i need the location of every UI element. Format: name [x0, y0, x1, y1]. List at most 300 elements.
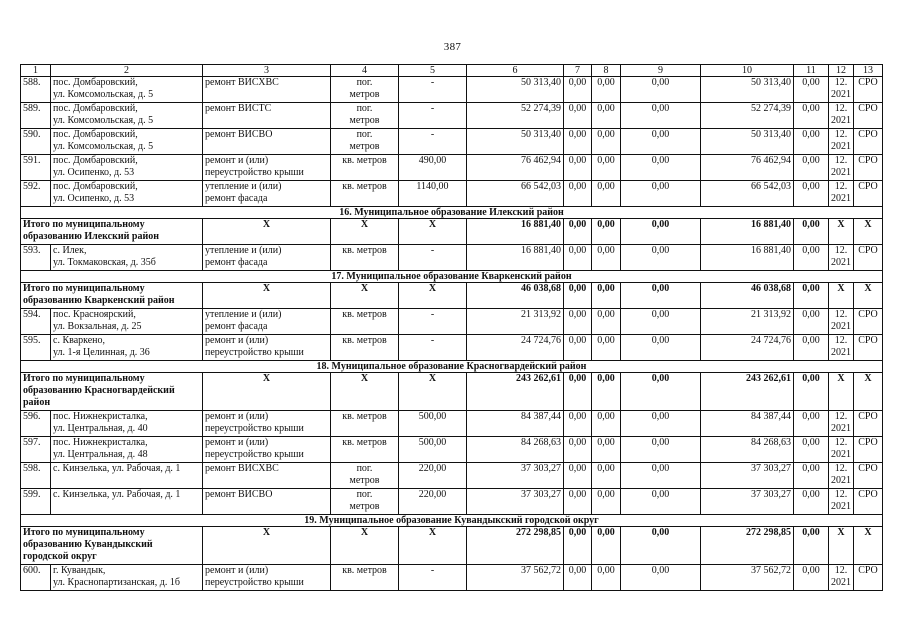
row-number: 590.: [21, 129, 51, 155]
deadline-cell-line: 2021: [831, 321, 851, 332]
unit-cell: Х: [331, 373, 399, 411]
unit-cell: [331, 245, 399, 271]
address-cell-line: с. Кинзелька, ул. Рабочая, д. 1: [53, 489, 181, 500]
address-cell-line: ул. 1-я Целинная, д. 36: [53, 347, 150, 358]
cost-total-cell: 16 881,40: [467, 219, 564, 245]
value-cell: 0,00: [592, 245, 621, 271]
deadline-cell-line: 12.: [834, 411, 848, 422]
cost-total-cell: 50 313,40: [467, 77, 564, 103]
address-cell-line: пос. Домбаровский,: [53, 77, 138, 88]
value-cell: 0,00: [592, 129, 621, 155]
cost-cell: 52 274,39: [701, 103, 794, 129]
table-row: [21, 77, 883, 103]
value-cell: 0,00: [621, 411, 701, 437]
cost-cell: 21 313,92: [701, 309, 794, 335]
row-number: 592.: [21, 181, 51, 207]
total-label-line: Итого по муниципальному: [23, 219, 145, 230]
value-cell: 0,00: [794, 219, 829, 245]
cost-total-cell: 37 303,27: [467, 463, 564, 489]
value-cell: 0,00: [592, 373, 621, 411]
address-cell: [51, 103, 203, 129]
deadline-cell: [829, 129, 854, 155]
value-cell: 0,00: [592, 219, 621, 245]
unit-cell-line: метров: [349, 501, 380, 512]
deadline-cell-line: 2021: [831, 167, 851, 178]
value-cell: 0,00: [621, 181, 701, 207]
section-header-row: [21, 207, 883, 219]
address-cell-line: с. Кинзелька, ул. Рабочая, д. 1: [53, 463, 181, 474]
deadline-cell: [829, 411, 854, 437]
deadline-cell-line: 12.: [834, 489, 848, 500]
method-cell: Х: [854, 527, 883, 565]
method-cell: СРО: [854, 463, 883, 489]
table-row: [21, 103, 883, 129]
address-cell: [51, 309, 203, 335]
value-cell: 0,00: [621, 309, 701, 335]
cost-cell: 76 462,94: [701, 155, 794, 181]
table-row: [21, 155, 883, 181]
address-cell-line: пос. Домбаровский,: [53, 181, 138, 192]
value-cell: 0,00: [564, 103, 592, 129]
work-type-cell: [203, 129, 331, 155]
deadline-cell: [829, 309, 854, 335]
value-cell: 0,00: [794, 411, 829, 437]
work-type-cell-line: утепление и (или): [205, 181, 282, 192]
quantity-cell: -: [399, 77, 467, 103]
deadline-cell-line: 2021: [831, 501, 851, 512]
deadline-cell-line: 12.: [834, 309, 848, 320]
deadline-cell: Х: [829, 219, 854, 245]
quantity-cell: Х: [399, 219, 467, 245]
table-row: [21, 411, 883, 437]
column-number: 5: [399, 65, 467, 77]
total-label-line: Итого по муниципальному: [23, 283, 145, 294]
work-type-cell-line: ремонт фасада: [205, 321, 268, 332]
unit-cell: [331, 103, 399, 129]
row-number: 589.: [21, 103, 51, 129]
quantity-cell: -: [399, 335, 467, 361]
total-label-line: район: [23, 397, 51, 408]
work-type-cell: [203, 103, 331, 129]
deadline-cell-line: 2021: [831, 193, 851, 204]
value-cell: 0,00: [794, 155, 829, 181]
unit-cell-line: кв. метров: [342, 155, 387, 166]
address-cell: [51, 463, 203, 489]
value-cell: 0,00: [794, 77, 829, 103]
deadline-cell: [829, 463, 854, 489]
quantity-cell: -: [399, 129, 467, 155]
section-title: 19. Муниципальное образование Кувандыкский городской округ: [21, 515, 883, 527]
work-type-cell-line: переустройство крыши: [205, 449, 304, 460]
work-type-cell-line: утепление и (или): [205, 245, 282, 256]
row-number: 599.: [21, 489, 51, 515]
cost-total-cell: 21 313,92: [467, 309, 564, 335]
value-cell: 0,00: [794, 283, 829, 309]
address-cell-line: пос. Домбаровский,: [53, 155, 138, 166]
total-label-line: образованию Кувандыкский: [23, 539, 153, 550]
deadline-cell-line: 12.: [834, 181, 848, 192]
work-type-cell: Х: [203, 373, 331, 411]
unit-cell-line: метров: [349, 475, 380, 486]
unit-cell: [331, 437, 399, 463]
value-cell: 0,00: [621, 565, 701, 591]
work-type-cell: [203, 489, 331, 515]
section-title: 17. Муниципальное образование Кваркенский район: [21, 271, 883, 283]
value-cell: 0,00: [794, 463, 829, 489]
deadline-cell-line: 2021: [831, 257, 851, 268]
row-number: 597.: [21, 437, 51, 463]
address-cell: [51, 129, 203, 155]
value-cell: 0,00: [794, 565, 829, 591]
address-cell-line: ул. Центральная, д. 48: [53, 449, 148, 460]
total-label: [21, 283, 203, 309]
address-cell-line: с. Илек,: [53, 245, 87, 256]
unit-cell-line: пог.: [356, 77, 373, 88]
deadline-cell-line: 2021: [831, 347, 851, 358]
cost-total-cell: 66 542,03: [467, 181, 564, 207]
row-number: 588.: [21, 77, 51, 103]
work-type-cell-line: переустройство крыши: [205, 347, 304, 358]
table-body: [21, 65, 883, 591]
value-cell: 0,00: [592, 335, 621, 361]
column-number: 12: [829, 65, 854, 77]
unit-cell-line: кв. метров: [342, 437, 387, 448]
total-label-line: городской округ: [23, 551, 97, 562]
deadline-cell: [829, 565, 854, 591]
unit-cell-line: метров: [349, 115, 380, 126]
row-number: 596.: [21, 411, 51, 437]
value-cell: 0,00: [621, 283, 701, 309]
total-label-line: образованию Красногвардейский: [23, 385, 175, 396]
unit-cell: [331, 411, 399, 437]
work-type-cell-line: ремонт фасада: [205, 257, 268, 268]
quantity-cell: 500,00: [399, 437, 467, 463]
address-cell: [51, 335, 203, 361]
work-type-cell-line: переустройство крыши: [205, 167, 304, 178]
unit-cell: [331, 129, 399, 155]
cost-total-cell: 84 268,63: [467, 437, 564, 463]
cost-total-cell: 84 387,44: [467, 411, 564, 437]
table-row: [21, 565, 883, 591]
quantity-cell: 220,00: [399, 463, 467, 489]
cost-total-cell: 76 462,94: [467, 155, 564, 181]
cost-total-cell: 52 274,39: [467, 103, 564, 129]
value-cell: 0,00: [592, 155, 621, 181]
address-cell-line: г. Кувандык,: [53, 565, 106, 576]
method-cell: СРО: [854, 335, 883, 361]
cost-total-cell: 46 038,68: [467, 283, 564, 309]
deadline-cell: [829, 77, 854, 103]
value-cell: 0,00: [794, 103, 829, 129]
address-cell-line: пос. Домбаровский,: [53, 103, 138, 114]
unit-cell: [331, 565, 399, 591]
unit-cell: [331, 77, 399, 103]
address-cell: [51, 155, 203, 181]
work-type-cell-line: ремонт ВИСВО: [205, 129, 273, 140]
work-type-cell-line: ремонт и (или): [205, 335, 269, 346]
quantity-cell: -: [399, 103, 467, 129]
value-cell: 0,00: [621, 335, 701, 361]
value-cell: 0,00: [592, 181, 621, 207]
value-cell: 0,00: [564, 129, 592, 155]
deadline-cell-line: 2021: [831, 89, 851, 100]
column-number: 13: [854, 65, 883, 77]
value-cell: 0,00: [794, 335, 829, 361]
row-number: 598.: [21, 463, 51, 489]
total-label-line: образованию Илекский район: [23, 231, 159, 242]
method-cell: Х: [854, 283, 883, 309]
value-cell: 0,00: [621, 103, 701, 129]
work-type-cell: Х: [203, 283, 331, 309]
value-cell: 0,00: [564, 373, 592, 411]
value-cell: 0,00: [621, 437, 701, 463]
value-cell: 0,00: [794, 309, 829, 335]
value-cell: 0,00: [621, 489, 701, 515]
address-cell-line: ул. Осипенко, д. 53: [53, 193, 135, 204]
table-row: [21, 309, 883, 335]
method-cell: СРО: [854, 245, 883, 271]
value-cell: 0,00: [592, 309, 621, 335]
cost-cell: 37 562,72: [701, 565, 794, 591]
total-label: [21, 373, 203, 411]
value-cell: 0,00: [794, 489, 829, 515]
address-cell-line: ул. Комсомольская, д. 5: [53, 89, 154, 100]
deadline-cell: [829, 245, 854, 271]
value-cell: 0,00: [794, 527, 829, 565]
quantity-cell: Х: [399, 527, 467, 565]
work-type-cell-line: ремонт и (или): [205, 411, 269, 422]
method-cell: СРО: [854, 309, 883, 335]
cost-cell: 66 542,03: [701, 181, 794, 207]
cost-total-cell: 24 724,76: [467, 335, 564, 361]
deadline-cell: [829, 181, 854, 207]
address-cell-line: ул. Комсомольская, д. 5: [53, 141, 154, 152]
work-type-cell-line: ремонт и (или): [205, 437, 269, 448]
value-cell: 0,00: [592, 411, 621, 437]
value-cell: 0,00: [564, 181, 592, 207]
method-cell: СРО: [854, 437, 883, 463]
work-type-cell-line: переустройство крыши: [205, 577, 304, 588]
address-cell-line: ул. Комсомольская, д. 5: [53, 115, 154, 126]
value-cell: 0,00: [621, 463, 701, 489]
cost-cell: 84 387,44: [701, 411, 794, 437]
unit-cell: Х: [331, 283, 399, 309]
quantity-cell: -: [399, 309, 467, 335]
value-cell: 0,00: [621, 245, 701, 271]
column-number: 7: [564, 65, 592, 77]
address-cell: [51, 411, 203, 437]
cost-cell: 50 313,40: [701, 129, 794, 155]
work-type-cell: Х: [203, 219, 331, 245]
section-header-row: [21, 271, 883, 283]
value-cell: 0,00: [592, 489, 621, 515]
value-cell: 0,00: [564, 245, 592, 271]
quantity-cell: 220,00: [399, 489, 467, 515]
method-cell: СРО: [854, 489, 883, 515]
address-cell: [51, 489, 203, 515]
column-number: 3: [203, 65, 331, 77]
cost-cell: 272 298,85: [701, 527, 794, 565]
cost-cell: 46 038,68: [701, 283, 794, 309]
section-title: 18. Муниципальное образование Красногвардейский район: [21, 361, 883, 373]
address-cell-line: пос. Красноярский,: [53, 309, 136, 320]
column-number: 9: [621, 65, 701, 77]
unit-cell-line: пог.: [356, 129, 373, 140]
cost-cell: 16 881,40: [701, 245, 794, 271]
page-number: 387: [443, 41, 462, 53]
work-type-cell: [203, 463, 331, 489]
address-cell: [51, 245, 203, 271]
value-cell: 0,00: [794, 373, 829, 411]
work-type-cell-line: утепление и (или): [205, 309, 282, 320]
cost-cell: 37 303,27: [701, 489, 794, 515]
work-type-cell: [203, 155, 331, 181]
address-cell-line: пос. Нижнекристалка,: [53, 437, 148, 448]
work-type-cell-line: ремонт ВИСХВС: [205, 463, 279, 474]
cost-cell: 50 313,40: [701, 77, 794, 103]
value-cell: 0,00: [592, 565, 621, 591]
deadline-cell-line: 12.: [834, 335, 848, 346]
deadline-cell-line: 2021: [831, 141, 851, 152]
method-cell: СРО: [854, 103, 883, 129]
value-cell: 0,00: [621, 373, 701, 411]
address-cell-line: пос. Домбаровский,: [53, 129, 138, 140]
total-row: [21, 373, 883, 411]
cost-total-cell: 50 313,40: [467, 129, 564, 155]
work-type-cell: Х: [203, 527, 331, 565]
value-cell: 0,00: [592, 463, 621, 489]
value-cell: 0,00: [564, 437, 592, 463]
column-number: 2: [51, 65, 203, 77]
deadline-cell-line: 12.: [834, 103, 848, 114]
deadline-cell: Х: [829, 373, 854, 411]
total-label-line: образованию Кваркенский район: [23, 295, 175, 306]
unit-cell-line: пог.: [356, 489, 373, 500]
value-cell: 0,00: [794, 129, 829, 155]
column-number: 10: [701, 65, 794, 77]
total-row: [21, 283, 883, 309]
table-row: [21, 463, 883, 489]
unit-cell-line: кв. метров: [342, 565, 387, 576]
deadline-cell-line: 12.: [834, 565, 848, 576]
cost-cell: 243 262,61: [701, 373, 794, 411]
cost-cell: 84 268,63: [701, 437, 794, 463]
deadline-cell: Х: [829, 527, 854, 565]
quantity-cell: Х: [399, 373, 467, 411]
value-cell: 0,00: [621, 129, 701, 155]
deadline-cell: [829, 155, 854, 181]
value-cell: 0,00: [564, 309, 592, 335]
value-cell: 0,00: [564, 77, 592, 103]
value-cell: 0,00: [564, 565, 592, 591]
address-cell: [51, 437, 203, 463]
method-cell: СРО: [854, 411, 883, 437]
value-cell: 0,00: [794, 181, 829, 207]
unit-cell-line: пог.: [356, 103, 373, 114]
column-number: 1: [21, 65, 51, 77]
section-title: 16. Муниципальное образование Илекский район: [21, 207, 883, 219]
column-number-row: [21, 65, 883, 77]
total-label: [21, 527, 203, 565]
section-header-row: [21, 361, 883, 373]
unit-cell: Х: [331, 527, 399, 565]
total-label: [21, 219, 203, 245]
unit-cell-line: кв. метров: [342, 245, 387, 256]
table-row: [21, 129, 883, 155]
deadline-cell: [829, 437, 854, 463]
value-cell: 0,00: [592, 283, 621, 309]
method-cell: СРО: [854, 77, 883, 103]
value-cell: 0,00: [564, 335, 592, 361]
value-cell: 0,00: [564, 411, 592, 437]
unit-cell-line: метров: [349, 141, 380, 152]
row-number: 591.: [21, 155, 51, 181]
deadline-cell-line: 12.: [834, 77, 848, 88]
work-type-cell-line: ремонт ВИСВО: [205, 489, 273, 500]
deadline-cell-line: 2021: [831, 115, 851, 126]
method-cell: СРО: [854, 565, 883, 591]
cost-total-cell: 37 303,27: [467, 489, 564, 515]
row-number: 595.: [21, 335, 51, 361]
value-cell: 0,00: [794, 245, 829, 271]
work-type-cell: [203, 309, 331, 335]
cost-total-cell: 37 562,72: [467, 565, 564, 591]
unit-cell: [331, 489, 399, 515]
method-cell: Х: [854, 373, 883, 411]
unit-cell: [331, 181, 399, 207]
table-row: [21, 437, 883, 463]
unit-cell: Х: [331, 219, 399, 245]
total-label-line: Итого по муниципальному: [23, 527, 145, 538]
table-row: [21, 335, 883, 361]
method-cell: СРО: [854, 129, 883, 155]
cost-total-cell: 272 298,85: [467, 527, 564, 565]
value-cell: 0,00: [621, 77, 701, 103]
unit-cell-line: метров: [349, 89, 380, 100]
address-cell-line: ул. Центральная, д. 40: [53, 423, 148, 434]
quantity-cell: 500,00: [399, 411, 467, 437]
address-cell-line: ул. Вокзальная, д. 25: [53, 321, 142, 332]
table-row: [21, 489, 883, 515]
cost-total-cell: 243 262,61: [467, 373, 564, 411]
value-cell: 0,00: [592, 103, 621, 129]
work-type-cell: [203, 245, 331, 271]
unit-cell-line: кв. метров: [342, 309, 387, 320]
address-cell-line: пос. Нижнекристалка,: [53, 411, 148, 422]
value-cell: 0,00: [564, 527, 592, 565]
unit-cell: [331, 155, 399, 181]
deadline-cell-line: 2021: [831, 577, 851, 588]
total-label-line: Итого по муниципальному: [23, 373, 145, 384]
quantity-cell: -: [399, 245, 467, 271]
cost-cell: 24 724,76: [701, 335, 794, 361]
address-cell: [51, 77, 203, 103]
register-table: [20, 64, 883, 591]
row-number: 593.: [21, 245, 51, 271]
method-cell: СРО: [854, 181, 883, 207]
unit-cell: [331, 463, 399, 489]
quantity-cell: 1140,00: [399, 181, 467, 207]
value-cell: 0,00: [564, 489, 592, 515]
address-cell: [51, 181, 203, 207]
cost-total-cell: 16 881,40: [467, 245, 564, 271]
row-number: 600.: [21, 565, 51, 591]
address-cell-line: с. Кваркено,: [53, 335, 106, 346]
value-cell: 0,00: [621, 219, 701, 245]
column-number: 11: [794, 65, 829, 77]
table-row: [21, 181, 883, 207]
work-type-cell: [203, 411, 331, 437]
